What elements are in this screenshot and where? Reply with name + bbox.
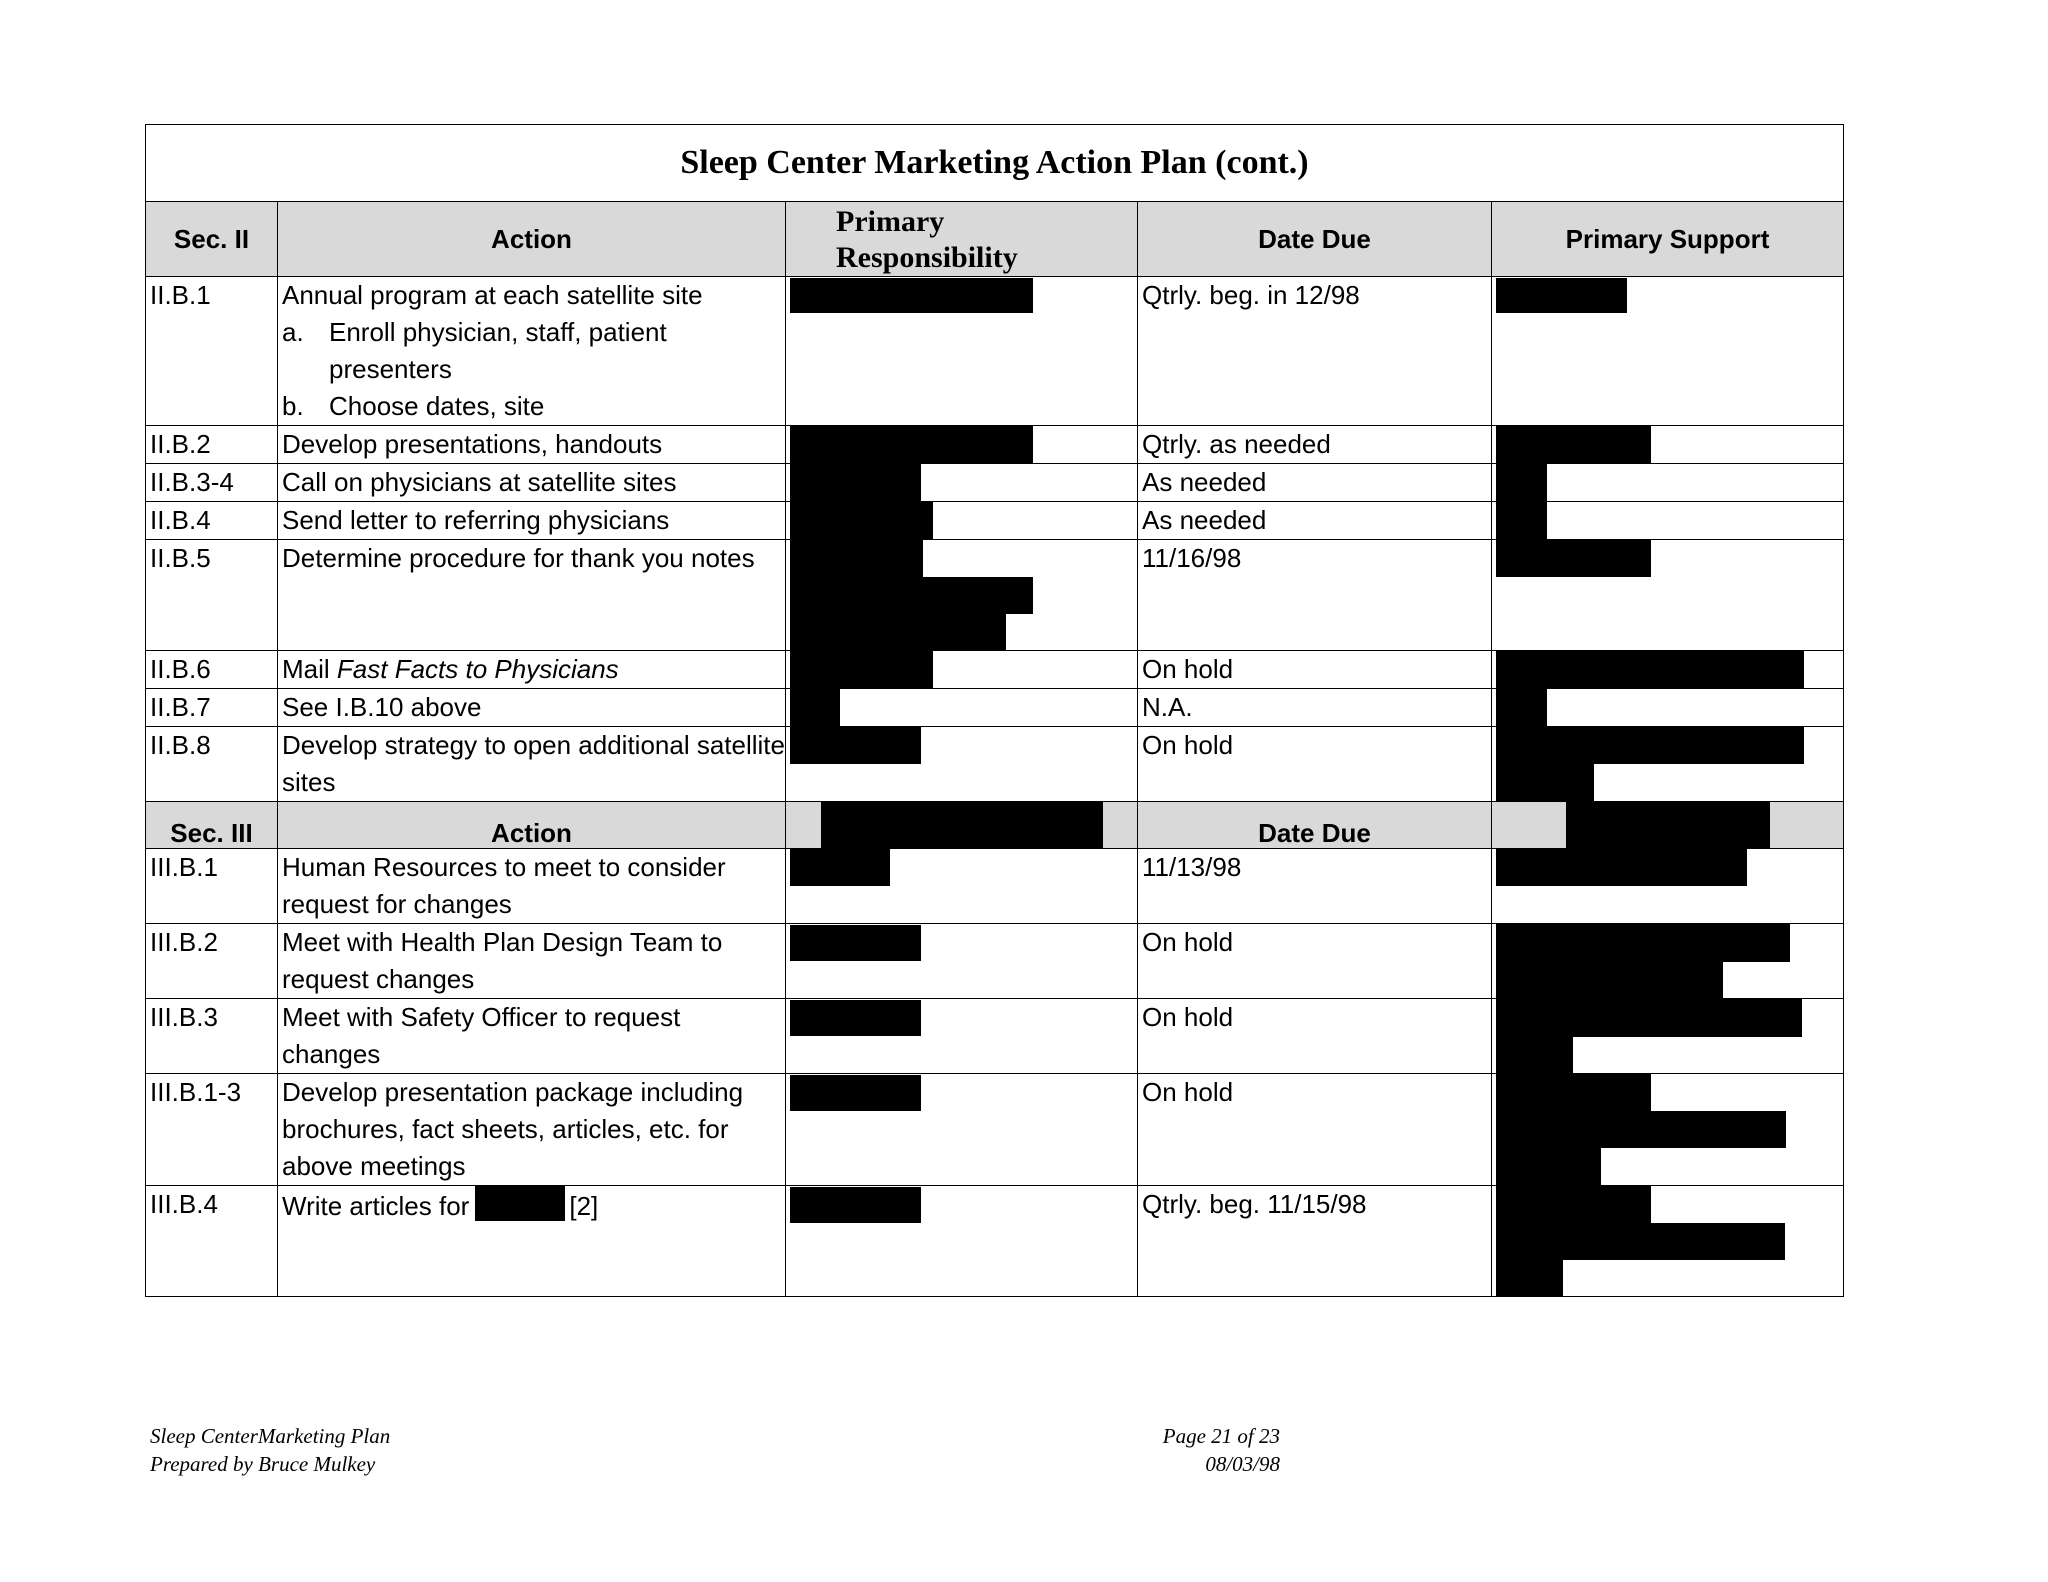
- row-responsibility-cell: [786, 727, 1138, 802]
- header-support-cell: [1492, 802, 1844, 849]
- row-id-cell: [146, 924, 278, 999]
- row-id: II.B.8: [150, 730, 211, 760]
- redaction-block: [1496, 1111, 1786, 1148]
- redaction-block: [475, 1186, 565, 1221]
- row-id-cell: [146, 651, 278, 689]
- redaction-block: [1496, 502, 1547, 540]
- redaction-block: [790, 727, 921, 764]
- row-date-cell: [1138, 426, 1492, 464]
- row-id: II.B.5: [150, 543, 211, 573]
- row-date-cell: [1138, 689, 1492, 727]
- row-date: On hold: [1142, 1002, 1234, 1032]
- row-responsibility-cell: [786, 689, 1138, 727]
- row-date-cell: [1138, 1186, 1492, 1297]
- row-date: On hold: [1142, 654, 1234, 684]
- section-2-header-row: [146, 202, 1844, 277]
- redaction-block: [1496, 689, 1547, 727]
- header-date-due: Date Due: [1258, 223, 1371, 254]
- table-row: [146, 689, 1844, 727]
- footer-document-name: Sleep CenterMarketing Plan: [150, 1424, 391, 1448]
- row-date: On hold: [1142, 1077, 1234, 1107]
- row-date-cell: [1138, 1074, 1492, 1186]
- redaction-block: [790, 1000, 921, 1036]
- row-action: Meet with Safety Officer to request changes: [282, 1002, 681, 1069]
- row-action-cell: [278, 540, 786, 651]
- row-responsibility-cell: [786, 540, 1138, 651]
- row-id-cell: [146, 689, 278, 727]
- row-id: III.B.1: [150, 852, 218, 882]
- header-sec: Sec. II: [173, 223, 250, 254]
- row-support-cell: [1492, 727, 1844, 802]
- row-id: II.B.2: [150, 429, 211, 459]
- redaction-block: [1496, 1147, 1601, 1185]
- footer-left: [150, 1422, 390, 1478]
- row-action-cell: [278, 502, 786, 540]
- redaction-block: [1496, 651, 1804, 689]
- table-row: [146, 277, 1844, 426]
- row-date-cell: [1138, 849, 1492, 924]
- redaction-block: [1496, 763, 1594, 801]
- row-action-cell: [278, 464, 786, 502]
- row-action-cell: [278, 426, 786, 464]
- row-date: Qtrly. as needed: [1142, 429, 1331, 459]
- row-id: III.B.3: [150, 1002, 218, 1032]
- header-date-cell: [1138, 802, 1492, 849]
- row-action-cell: [278, 1074, 786, 1186]
- redaction-block: [790, 502, 933, 540]
- row-date-cell: [1138, 651, 1492, 689]
- row-id-cell: [146, 540, 278, 651]
- table-row: [146, 464, 1844, 502]
- row-responsibility-cell: [786, 924, 1138, 999]
- table-row: [146, 426, 1844, 464]
- row-date: On hold: [1142, 730, 1234, 760]
- redaction-block: [790, 540, 923, 578]
- row-action-cell: [278, 849, 786, 924]
- table-row: [146, 849, 1844, 924]
- table-row: [146, 924, 1844, 999]
- row-id: III.B.1-3: [150, 1077, 242, 1107]
- row-date: 11/13/98: [1142, 852, 1242, 882]
- row-id-cell: [146, 1074, 278, 1186]
- row-date: Qtrly. beg. in 12/98: [1142, 280, 1360, 310]
- redaction-block: [821, 802, 1103, 848]
- row-action: Annual program at each satellite site a. Enroll physician, staff, patient presenters b. Choose dates, site: [278, 277, 785, 425]
- redaction-block: [1496, 426, 1651, 464]
- row-support-cell: [1492, 924, 1844, 999]
- section-3-header-row: [146, 802, 1844, 849]
- redaction-block: [790, 1187, 921, 1223]
- row-id: II.B.1: [150, 280, 211, 310]
- row-id: II.B.6: [150, 654, 211, 684]
- redaction-block: [790, 613, 1006, 651]
- row-id-cell: [146, 999, 278, 1074]
- row-action: Write articles for [2]: [278, 1186, 785, 1225]
- row-id: III.B.4: [150, 1189, 218, 1219]
- row-action: Develop presentation package including brochures, fact sheets, articles, etc. for above meetings: [282, 1077, 744, 1181]
- row-date: As needed: [1142, 505, 1267, 535]
- redaction-block: [1496, 1186, 1651, 1224]
- redaction-block: [1496, 278, 1627, 313]
- sub-item: a. Enroll physician, staff, patient presenters: [282, 317, 667, 384]
- header-date-due: Date Due: [1258, 818, 1371, 848]
- sub-item: b. Choose dates, site: [282, 391, 545, 421]
- row-date-cell: [1138, 277, 1492, 426]
- title-row: [146, 125, 1844, 202]
- row-id-cell: [146, 426, 278, 464]
- redaction-block: [790, 577, 1033, 614]
- table-row: [146, 502, 1844, 540]
- row-support-cell: [1492, 689, 1844, 727]
- row-id: III.B.2: [150, 927, 218, 957]
- redaction-block: [1496, 924, 1790, 962]
- row-responsibility-cell: [786, 999, 1138, 1074]
- row-action-cell: [278, 999, 786, 1074]
- redaction-block: [1566, 802, 1770, 848]
- redaction-block: [790, 849, 890, 886]
- redaction-block: [790, 1075, 921, 1111]
- row-date-cell: [1138, 727, 1492, 802]
- footer-date: 08/03/98: [1205, 1452, 1280, 1476]
- row-date-cell: [1138, 924, 1492, 999]
- row-date-cell: [1138, 999, 1492, 1074]
- header-sec: Sec. III: [170, 818, 253, 848]
- row-action-cell: [278, 1186, 786, 1297]
- redaction-block: [1496, 1259, 1563, 1297]
- footer-author: Prepared by Bruce Mulkey: [150, 1452, 376, 1476]
- row-id-cell: [146, 502, 278, 540]
- row-action: Determine procedure for thank you notes: [282, 543, 755, 573]
- header-sec-cell: [146, 802, 278, 849]
- row-responsibility-cell: [786, 502, 1138, 540]
- row-support-cell: [1492, 1074, 1844, 1186]
- header-action-cell: [278, 202, 786, 277]
- redaction-block: [1496, 1074, 1651, 1112]
- redaction-block: [1496, 540, 1651, 577]
- row-action: See I.B.10 above: [282, 692, 482, 722]
- row-action-cell: [278, 689, 786, 727]
- row-support-cell: [1492, 502, 1844, 540]
- row-date-cell: [1138, 464, 1492, 502]
- row-responsibility-cell: [786, 277, 1138, 426]
- row-date: Qtrly. beg. 11/15/98: [1142, 1189, 1367, 1219]
- row-support-cell: [1492, 277, 1844, 426]
- row-action-cell: [278, 727, 786, 802]
- row-date: On hold: [1142, 927, 1234, 957]
- row-id-cell: [146, 849, 278, 924]
- table-row: [146, 1074, 1844, 1186]
- row-support-cell: [1492, 999, 1844, 1074]
- row-action-cell: [278, 924, 786, 999]
- redaction-block: [790, 464, 921, 502]
- redaction-block: [790, 278, 1033, 313]
- row-date-cell: [1138, 502, 1492, 540]
- row-id: II.B.4: [150, 505, 211, 535]
- table-row: [146, 999, 1844, 1074]
- row-date: N.A.: [1142, 692, 1193, 722]
- row-support-cell: [1492, 849, 1844, 924]
- table-row: [146, 727, 1844, 802]
- header-responsibility-cell: [786, 202, 1138, 277]
- redaction-block: [790, 651, 933, 689]
- redaction-block: [1496, 464, 1547, 502]
- row-date-cell: [1138, 540, 1492, 651]
- row-action: Send letter to referring physicians: [282, 505, 670, 535]
- row-responsibility-cell: [786, 464, 1138, 502]
- row-action: Human Resources to meet to consider request for changes: [282, 852, 726, 919]
- row-id-cell: [146, 277, 278, 426]
- row-id-cell: [146, 727, 278, 802]
- row-id: II.B.7: [150, 692, 211, 722]
- row-responsibility-cell: [786, 1074, 1138, 1186]
- header-responsibility-cell: [786, 802, 1138, 849]
- header-date-cell: [1138, 202, 1492, 277]
- redaction-block: [1496, 1036, 1573, 1074]
- header-action-cell: [278, 802, 786, 849]
- row-date: 11/16/98: [1142, 543, 1242, 573]
- row-date: As needed: [1142, 467, 1267, 497]
- row-support-cell: [1492, 1186, 1844, 1297]
- row-responsibility-cell: [786, 1186, 1138, 1297]
- redaction-block: [1496, 1223, 1785, 1260]
- header-responsibility: Primary Responsibility: [836, 205, 1018, 274]
- footer-right: [1100, 1422, 1280, 1478]
- page-title: Sleep Center Marketing Action Plan (cont.): [146, 125, 1844, 202]
- row-action: Develop presentations, handouts: [282, 429, 663, 459]
- header-primary-support: Primary Support: [1565, 223, 1770, 254]
- row-responsibility-cell: [786, 849, 1138, 924]
- header-sec-cell: [146, 202, 278, 277]
- redaction-block: [790, 925, 921, 961]
- row-responsibility-cell: [786, 651, 1138, 689]
- redaction-block: [1496, 727, 1804, 764]
- footer-page-number: Page 21 of 23: [1162, 1424, 1280, 1448]
- row-id-cell: [146, 464, 278, 502]
- table-row: [146, 540, 1844, 651]
- row-action-cell: [278, 277, 786, 426]
- header-action: Action: [491, 223, 572, 254]
- table-row: [146, 1186, 1844, 1297]
- row-action-cell: [278, 651, 786, 689]
- redaction-block: [1496, 999, 1802, 1037]
- row-action: Call on physicians at satellite sites: [282, 467, 677, 497]
- redaction-block: [790, 689, 840, 727]
- row-id: II.B.3-4: [150, 467, 234, 497]
- row-support-cell: [1492, 464, 1844, 502]
- action-plan-table: [145, 124, 1844, 1297]
- header-support-cell: [1492, 202, 1844, 277]
- row-responsibility-cell: [786, 426, 1138, 464]
- table-row: [146, 651, 1844, 689]
- row-action: Meet with Health Plan Design Team to request changes: [282, 927, 723, 994]
- row-support-cell: [1492, 651, 1844, 689]
- redaction-block: [790, 426, 1033, 464]
- row-action: Develop strategy to open additional satellite sites: [282, 730, 785, 797]
- row-support-cell: [1492, 540, 1844, 651]
- row-support-cell: [1492, 426, 1844, 464]
- redaction-block: [1496, 849, 1747, 886]
- header-action: Action: [491, 818, 572, 848]
- row-id-cell: [146, 1186, 278, 1297]
- redaction-block: [1496, 961, 1723, 999]
- row-action: Mail Fast Facts to Physicians: [282, 654, 619, 684]
